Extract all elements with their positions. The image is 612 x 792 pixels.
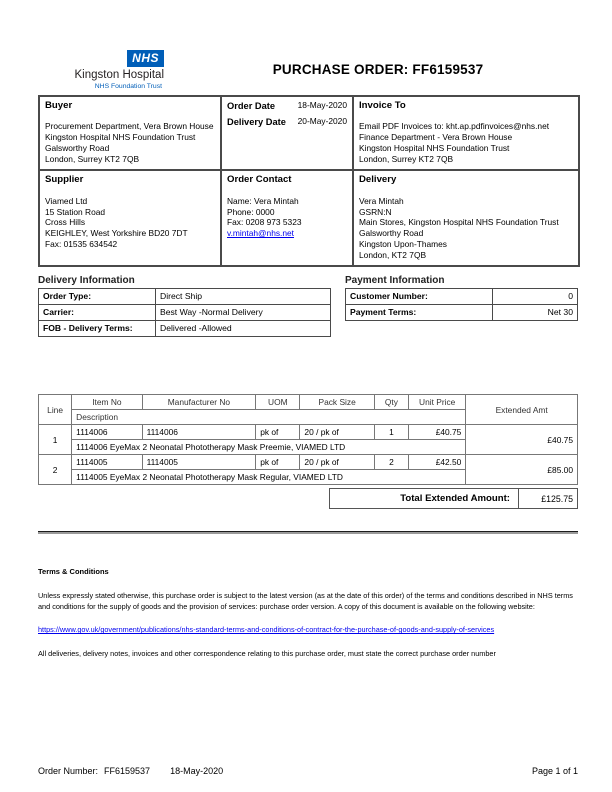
buyer-address xyxy=(45,121,215,165)
supplier-line: 15 Station Road xyxy=(45,206,106,217)
terms-body: Unless expressly stated otherwise, this purchase order is subject to the latest version (as at the date of this order) of the terms and conditions described in NHS terms and conditions for the supply of goods and the provision of services: purchase order version. A copy of this document is available on the following website: xyxy=(38,591,573,611)
item-description: 1114005 EyeMax 2 Neonatal Phototherapy Mask Regular, VIAMED LTD xyxy=(72,470,466,485)
col-header-description: Description xyxy=(72,410,466,425)
delivery-line: GSRN:N xyxy=(359,206,392,217)
order-type-value: Direct Ship xyxy=(156,289,331,305)
supplier-label: Supplier xyxy=(45,174,84,186)
item-qty: 1 xyxy=(374,425,408,440)
col-header-manufacturer-no: Manufacturer No xyxy=(142,395,256,410)
item-description: 1114006 EyeMax 2 Neonatal Phototherapy Mask Preemie, VIAMED LTD xyxy=(72,440,466,455)
delivery-date-label: Delivery Date xyxy=(227,117,286,128)
table-row xyxy=(39,289,331,305)
delivery-cell xyxy=(353,170,579,266)
footer-order-number-value: FF6159537 xyxy=(104,766,151,776)
item-line-number: 1 xyxy=(39,425,72,455)
invoice-to-line: Finance Department - Vera Brown House xyxy=(359,132,513,143)
buyer-address-line: Procurement Department, Vera Brown House xyxy=(45,121,214,132)
supplier-address xyxy=(45,196,215,251)
delivery-information-table xyxy=(38,288,331,337)
item-line-number: 2 xyxy=(39,455,72,485)
document-header xyxy=(38,0,578,95)
supplier-line: KEIGHLEY, West Yorkshire BD20 7DT xyxy=(45,228,188,239)
delivery-date-value: 20-May-2020 xyxy=(297,116,347,127)
terms-website-link[interactable]: https://www.gov.uk/government/publications/nhs-standard-terms-and-conditions-of-contract-for-the-purchase-of-goods-and-supply-of-services xyxy=(38,625,495,635)
total-extended-amount-box xyxy=(329,488,578,509)
item-no: 1114005 xyxy=(72,455,142,470)
delivery-date-row xyxy=(227,116,347,128)
payment-information-table xyxy=(345,288,578,321)
supplier-line: Viamed Ltd xyxy=(45,195,88,206)
contact-fax: Fax: 0208 973 5323 xyxy=(227,217,302,228)
nhs-logo-icon: NHS xyxy=(127,50,164,67)
dates-cell xyxy=(221,96,353,170)
col-header-pack-size: Pack Size xyxy=(300,395,374,410)
terms-and-conditions-section xyxy=(38,567,578,659)
item-manufacturer-no: 1114006 xyxy=(142,425,256,440)
buyer-address-line: London, Surrey KT2 7QB xyxy=(45,154,140,165)
item-row xyxy=(39,455,578,470)
item-pack-size: 20 / pk of xyxy=(300,425,374,440)
order-info-grid xyxy=(38,95,580,267)
invoice-to-line: Email PDF Invoices to: kht.ap.pdfinvoices@nhs.net xyxy=(359,121,550,132)
footer-date: 18-May-2020 xyxy=(170,766,224,776)
customer-number-value: 0 xyxy=(493,289,578,305)
carrier-label: Carrier: xyxy=(39,305,156,321)
delivery-line: London, KT2 7QB xyxy=(359,250,427,261)
footer-order-number xyxy=(38,766,229,776)
supplier-cell xyxy=(39,170,221,266)
delivery-payment-section xyxy=(38,275,578,337)
delivery-information-block xyxy=(38,275,331,337)
col-header-line: Line xyxy=(39,395,72,425)
customer-number-label: Customer Number: xyxy=(346,289,493,305)
payment-information-block xyxy=(345,275,578,337)
contact-name: Name: Vera Mintah xyxy=(227,195,299,206)
col-header-uom: UOM xyxy=(256,395,300,410)
order-contact-label: Order Contact xyxy=(227,174,292,186)
delivery-address xyxy=(359,196,573,262)
invoice-to-line: London, Surrey KT2 7QB xyxy=(359,154,454,165)
line-items-section xyxy=(38,394,578,509)
delivery-line: Kingston Upon-Thames xyxy=(359,239,447,250)
line-items-table xyxy=(38,394,578,485)
buyer-address-line: Kingston Hospital NHS Foundation Trust xyxy=(45,132,196,143)
delivery-information-title: Delivery Information xyxy=(38,275,135,287)
buyer-cell xyxy=(39,96,221,170)
order-date-row xyxy=(227,100,347,112)
item-qty: 2 xyxy=(374,455,408,470)
item-manufacturer-no: 1114005 xyxy=(142,455,256,470)
item-pack-size: 20 / pk of xyxy=(300,455,374,470)
item-uom: pk of xyxy=(256,425,300,440)
item-uom: pk of xyxy=(256,455,300,470)
supplier-line: Fax: 01535 634542 xyxy=(45,239,118,250)
delivery-line: Main Stores, Kingston Hospital NHS Foundation Trust xyxy=(359,217,559,228)
invoice-to-cell xyxy=(353,96,579,170)
payment-terms-label: Payment Terms: xyxy=(346,305,493,321)
delivery-line: Vera Mintah xyxy=(359,195,404,206)
item-extended-amt: £85.00 xyxy=(466,455,578,485)
invoice-to-line: Kingston Hospital NHS Foundation Trust xyxy=(359,143,510,154)
payment-information-title: Payment Information xyxy=(345,275,445,287)
total-extended-amount-label: Total Extended Amount: xyxy=(400,493,510,505)
contact-email-link[interactable]: v.mintah@nhs.net xyxy=(227,228,295,239)
invoice-to-address xyxy=(359,121,573,165)
item-row xyxy=(39,425,578,440)
items-header-row xyxy=(39,395,578,410)
fob-terms-label: FOB - Delivery Terms: xyxy=(39,321,156,337)
payment-terms-value: Net 30 xyxy=(493,305,578,321)
item-unit-price: £40.75 xyxy=(409,425,466,440)
terms-title: Terms & Conditions xyxy=(38,567,109,577)
supplier-line: Cross Hills xyxy=(45,217,86,228)
separator-rule xyxy=(38,531,578,534)
order-date-label: Order Date xyxy=(227,101,276,111)
invoice-to-label: Invoice To xyxy=(359,100,406,111)
trust-name: NHS Foundation Trust xyxy=(94,83,162,90)
order-date-value: 18-May-2020 xyxy=(297,100,347,110)
item-unit-price: £42.50 xyxy=(409,455,466,470)
table-row xyxy=(346,289,578,305)
order-type-label: Order Type: xyxy=(39,289,156,305)
col-header-item-no: Item No xyxy=(72,395,142,410)
footer-order-number-label: Order Number: xyxy=(38,766,99,776)
fob-terms-value: Delivered -Allowed xyxy=(156,321,331,337)
delivery-label: Delivery xyxy=(359,174,397,186)
col-header-qty: Qty xyxy=(374,395,408,410)
delivery-line: Galsworthy Road xyxy=(359,228,424,239)
page-footer xyxy=(38,766,578,776)
col-header-unit-price: Unit Price xyxy=(409,395,466,410)
order-contact-details xyxy=(227,196,347,240)
total-extended-amount-value: £125.75 xyxy=(518,489,577,508)
total-row xyxy=(38,488,578,509)
table-row xyxy=(346,305,578,321)
col-header-extended-amt: Extended Amt xyxy=(466,395,578,425)
terms-note: All deliveries, delivery notes, invoices and other correspondence relating to this purchase order, must state the correct purchase order number xyxy=(38,648,496,658)
item-no: 1114006 xyxy=(72,425,142,440)
table-row xyxy=(39,321,331,337)
footer-page-indicator: Page 1 of 1 xyxy=(531,766,578,776)
carrier-value: Best Way -Normal Delivery xyxy=(156,305,331,321)
buyer-address-line: Galsworthy Road xyxy=(45,143,110,154)
table-row xyxy=(39,305,331,321)
buyer-label: Buyer xyxy=(45,100,73,111)
order-contact-cell xyxy=(221,170,353,266)
contact-phone: Phone: 0000 xyxy=(227,206,275,217)
item-extended-amt: £40.75 xyxy=(466,425,578,455)
page-title: PURCHASE ORDER: FF6159537 xyxy=(272,62,484,77)
hospital-name: Kingston Hospital xyxy=(74,69,164,81)
